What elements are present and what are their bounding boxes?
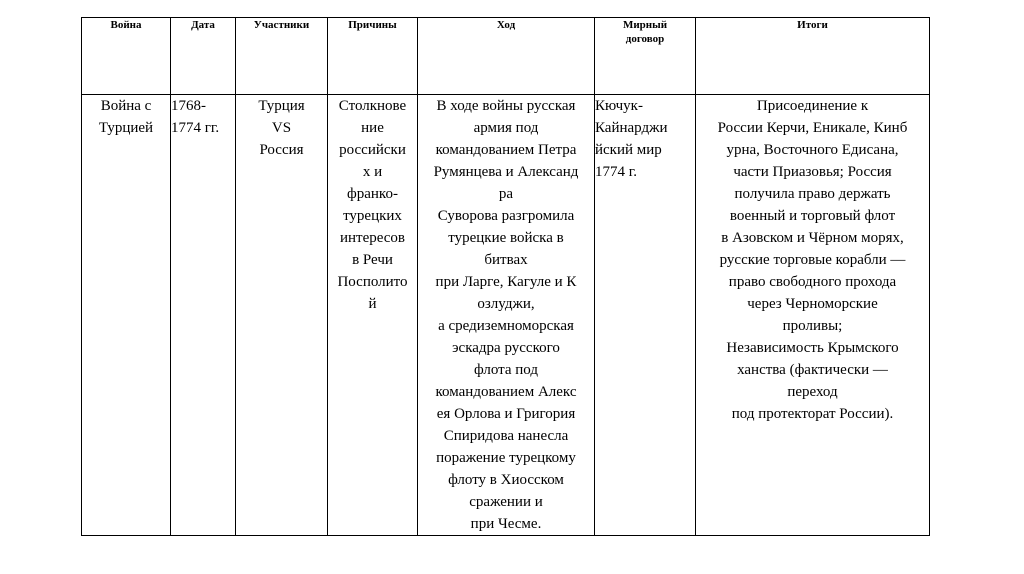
cell-line: ние [361, 120, 384, 136]
cell-line: России Керчи, Еникале, Кинб [717, 120, 908, 136]
cell-line: командованием Алекс [435, 384, 577, 400]
header-causes: Причины [328, 18, 418, 95]
cell-line: турецкие войска в [448, 230, 564, 246]
cell-line: российски [339, 142, 406, 158]
cell-course [418, 95, 595, 536]
header-participants: Участники [236, 18, 328, 95]
table-row [82, 95, 930, 536]
cell-line: Присоединение к [756, 98, 869, 114]
cell-line: военный и торговый флот [729, 208, 896, 224]
cell-line: при Чесме. [470, 516, 542, 532]
cell-participants [236, 95, 328, 536]
cell-line: под протекторат России). [731, 406, 894, 422]
cell-line: Кайнарджи [595, 120, 668, 136]
cell-line: йский мир [595, 142, 662, 158]
cell-line: эскадра русского [452, 340, 560, 356]
cell-line: Война с [100, 98, 152, 114]
header-row [82, 18, 930, 95]
header-results: Итоги [696, 18, 930, 95]
cell-line: поражение турецкому [436, 450, 576, 466]
cell-line: Россия [259, 142, 304, 158]
cell-line: Столкнове [338, 98, 407, 114]
cell-line: франко- [347, 186, 398, 202]
cell-treaty [595, 95, 696, 536]
header-date: Дата [171, 18, 236, 95]
cell-line: командованием Петра [435, 142, 577, 158]
cell-results [696, 95, 930, 536]
cell-line: х и [362, 164, 383, 180]
cell-line: ра [498, 186, 514, 202]
header-course: Ход [418, 18, 595, 95]
cell-line: части Приазовья; Россия [733, 164, 892, 180]
history-table [81, 17, 930, 536]
cell-line: а средиземноморская [438, 318, 574, 334]
cell-line: переход [787, 384, 838, 400]
cell-line: Румянцева и Александ [433, 164, 579, 180]
cell-line: Суворова разгромила [437, 208, 575, 224]
cell-line: турецких [343, 208, 402, 224]
cell-line: Спиридова нанесла [443, 428, 569, 444]
cell-line: Посполито [337, 274, 408, 290]
cell-line: 1768- [171, 98, 206, 114]
cell-line: 1774 г. [595, 164, 637, 180]
cell-line: урна, Восточного Едисана, [726, 142, 899, 158]
cell-line: 1774 гг. [171, 120, 220, 136]
header-treaty-text: Мирный договор [622, 19, 668, 45]
cell-line: в Речи [352, 252, 393, 268]
cell-line: через Черноморские [747, 296, 878, 312]
cell-line: Турцией [98, 120, 154, 136]
cell-line: флота под [473, 362, 538, 378]
cell-line: озлуджи, [477, 296, 535, 312]
cell-line: проливы; [782, 318, 843, 334]
cell-line: В ходе войны русская [436, 98, 576, 114]
cell-line: при Ларге, Кагуле и К [435, 274, 577, 290]
cell-line: армия под [473, 120, 539, 136]
cell-causes [328, 95, 418, 536]
cell-line: VS [271, 120, 292, 136]
cell-line: Кючук- [595, 98, 643, 114]
cell-line: битвах [484, 252, 528, 268]
cell-line: интересов [339, 230, 406, 246]
header-treaty [595, 18, 696, 95]
cell-line: получила право держать [734, 186, 891, 202]
cell-line: право свободного прохода [728, 274, 897, 290]
cell-line: Независимость Крымского [726, 340, 899, 356]
cell-line: й [368, 296, 377, 312]
cell-line: Турция [258, 98, 305, 114]
cell-line: в Азовском и Чёрном морях, [721, 230, 904, 246]
cell-line: ханства (фактически — [737, 362, 888, 378]
header-war: Война [82, 18, 171, 95]
cell-war [82, 95, 171, 536]
cell-line: сражении и [469, 494, 543, 510]
cell-line: ея Орлова и Григория [436, 406, 576, 422]
cell-date [171, 95, 236, 536]
cell-line: флоту в Хиосском [448, 472, 564, 488]
cell-line: русские торговые корабли — [719, 252, 906, 268]
